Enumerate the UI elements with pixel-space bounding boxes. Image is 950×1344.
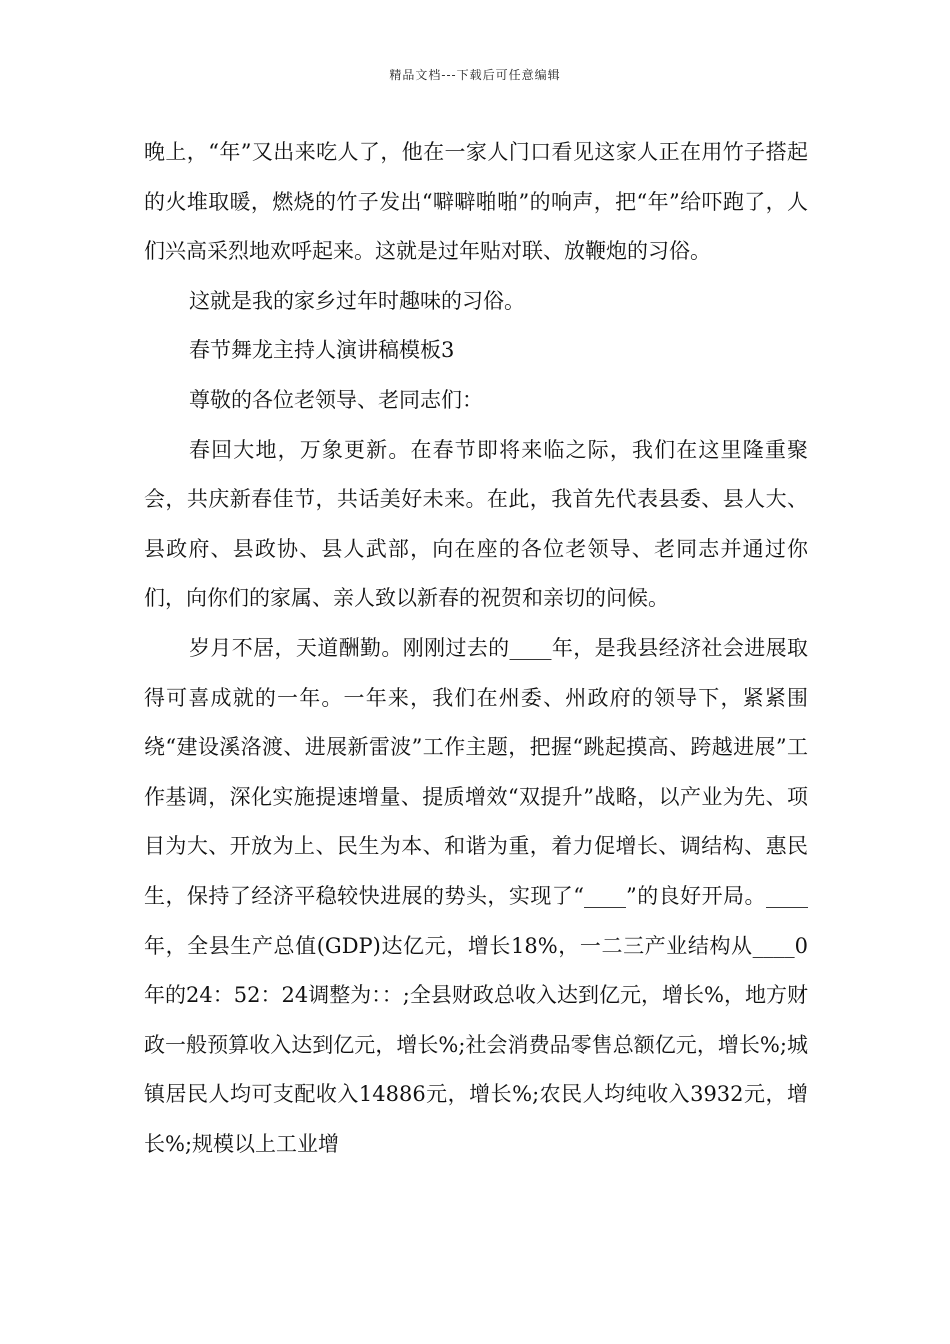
paragraph-custom-story: 晚上，“年”又出来吃人了，他在一家人门口看见这家人正在用竹子搭起的火堆取暖，燃烧的竹子发出“噼噼啪啪”的响声，把“年”给吓跑了，人们兴高采烈地欢呼起来。这就是过年贴对联、放鞭炮的习俗。 <box>144 140 808 264</box>
section-title: 春节舞龙主持人演讲稿模板3 <box>189 338 455 363</box>
salutation: 尊敬的各位老领导、老同志们： <box>189 387 483 412</box>
page-header: 精品文档---下载后可任意编辑 <box>389 68 561 82</box>
document-body <box>144 128 808 1169</box>
paragraph-achievements: 岁月不居，天道酬勤。刚刚过去的____年，是我县经济社会进展取得可喜成就的一年。一年来，我们在州委、州政府的领导下，紧紧围绕“建设溪洛渡、进展新雷波”工作主题，把握“跳起摸高、跨越进展”工作基调，深化实施提速增量、提质增效“双提升”战略，以产业为先、项目为大、开放为上、民生为本、和谐为重，着力促增长、调结构、惠民生，保持了经济平稳较快进展的势头，实现了“____”的良好开局。____年，全县生产总值(GDP)达亿元，增长18%，一二三产业结构从____0年的24：52：24调整为：：;全县财政总收入达到亿元，增长%，地方财政一般预算收入达到亿元，增长%;社会消费品零售总额亿元，增长%;城镇居民人均可支配收入14886元，增长%;农民人均纯收入3932元，增长%;规模以上工业增 <box>144 635 808 1156</box>
paragraph-closing-remark: 这就是我的家乡过年时趣味的习俗。 <box>189 288 525 313</box>
paragraph-greeting: 春回大地，万象更新。在春节即将来临之际，我们在这里隆重聚会，共庆新春佳节，共话美好未来。在此，我首先代表县委、县人大、县政府、县政协、县人武部，向在座的各位老领导、老同志并通过你们，向你们的家属、亲人致以新春的祝贺和亲切的问候。 <box>144 437 808 611</box>
